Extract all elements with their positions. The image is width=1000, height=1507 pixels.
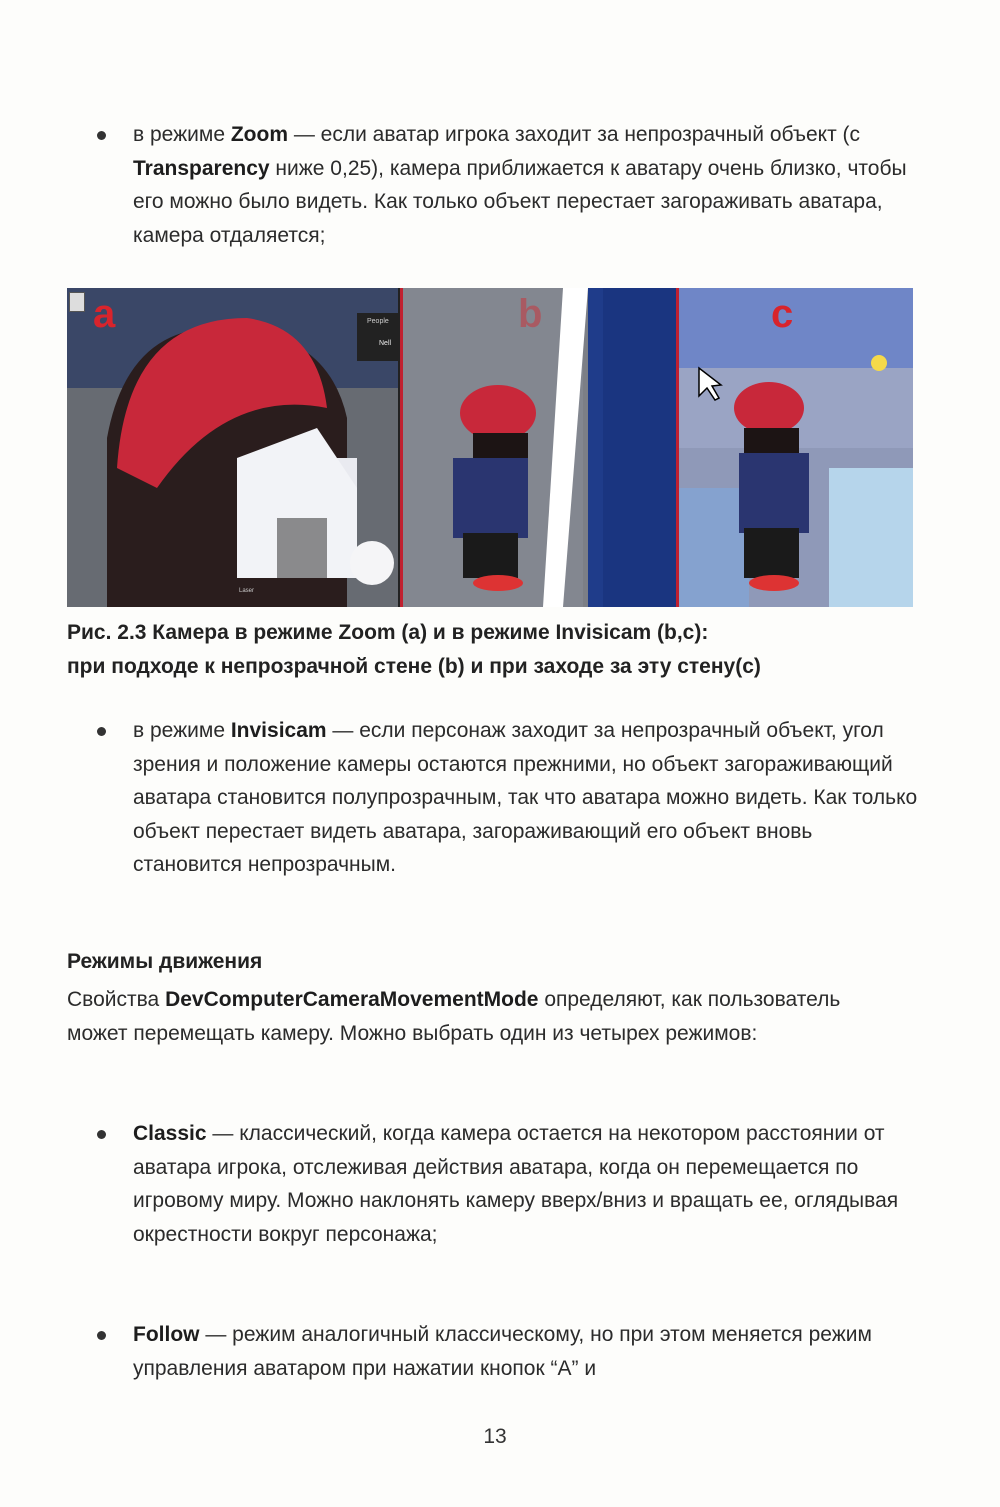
bullet1-pre: в режиме	[133, 123, 231, 146]
bullet-dot-icon	[97, 727, 106, 736]
intro-rest: определяют, как пользователь может перемещать камеру. Можно выбрать один из четырех режимов:	[67, 988, 841, 1045]
caption-line-1: Рис. 2.3 Камера в режиме Zoom (a) и в режиме Invisicam (b,c):	[67, 621, 709, 644]
bullet-follow-mode	[133, 1318, 913, 1385]
bullet-dot-icon	[97, 131, 106, 140]
document-icon	[69, 292, 85, 312]
figure-camera-modes	[67, 288, 913, 607]
bullet-classic-mode	[133, 1117, 903, 1251]
term-follow: Follow	[133, 1323, 200, 1346]
bullet3-rest: — классический, когда камера остается на некотором расстоянии от аватара игрока, отслеживая действия аватара, когда он перемещается по игровому миру. Можно наклонять камеру вверх/вниз и вращать ее, оглядывая окрестности вокруг персонажа;	[133, 1122, 899, 1246]
bullet-invisicam-mode	[133, 714, 918, 882]
term-classic: Classic	[133, 1122, 207, 1145]
bullet-zoom-mode	[133, 118, 923, 252]
figure-panel-a	[67, 288, 398, 607]
ui-text-laser: Laser	[239, 588, 255, 594]
bullet-dot-icon	[97, 1130, 106, 1139]
bullet1-rest: ниже 0,25), камера приближается к аватару очень близко, чтобы его можно было видеть. Как только объект перестает загораживать аватара, камера отдаляется;	[133, 156, 907, 247]
invisicam-behind-wall-illustration	[679, 288, 913, 607]
figure-panel-c	[676, 288, 913, 607]
panel-label-a: a	[93, 292, 116, 336]
bullet4-rest: — режим аналогичный классическому, но при этом меняется режим управления аватаром при нажатии кнопок “A” и	[133, 1323, 872, 1380]
bullet2-pre: в режиме	[133, 719, 231, 742]
term-zoom: Zoom	[230, 123, 288, 146]
section-heading: Режимы движения	[67, 950, 263, 973]
term-invisicam: Invisicam	[230, 719, 327, 742]
section-intro	[67, 983, 887, 1050]
zoom-closeup-illustration	[67, 288, 398, 607]
panel-label-b: b	[518, 292, 543, 336]
bullet1-mid: — если аватар игрока заходит за непрозрачный объект (с	[288, 123, 861, 146]
panel-label-c: c	[771, 292, 794, 336]
term-transparency: Transparency	[133, 156, 270, 180]
figure-panel-b	[400, 288, 679, 607]
term-devcomputercameramovementmode: DevComputerCameraMovementMode	[165, 988, 539, 1011]
ui-text-name: Nell	[379, 340, 392, 347]
ui-text-people: People	[367, 318, 389, 325]
figure-caption	[67, 616, 947, 683]
page-number: 13	[483, 1425, 507, 1448]
bullet-dot-icon	[97, 1331, 106, 1340]
intro-pre: Свойства	[67, 988, 166, 1011]
caption-line-2: при подходе к непрозрачной стене (b) и при заходе за эту стену(c)	[67, 654, 761, 678]
bullet2-rest: — если персонаж заходит за непрозрачный объект, угол зрения и положение камеры остаются прежними, но объект загораживающий аватара становится полупрозрачным, так что аватара можно видеть. Как только объект перестает видеть аватара, загораживающий его объект вновь становится непрозрачным.	[133, 719, 918, 876]
